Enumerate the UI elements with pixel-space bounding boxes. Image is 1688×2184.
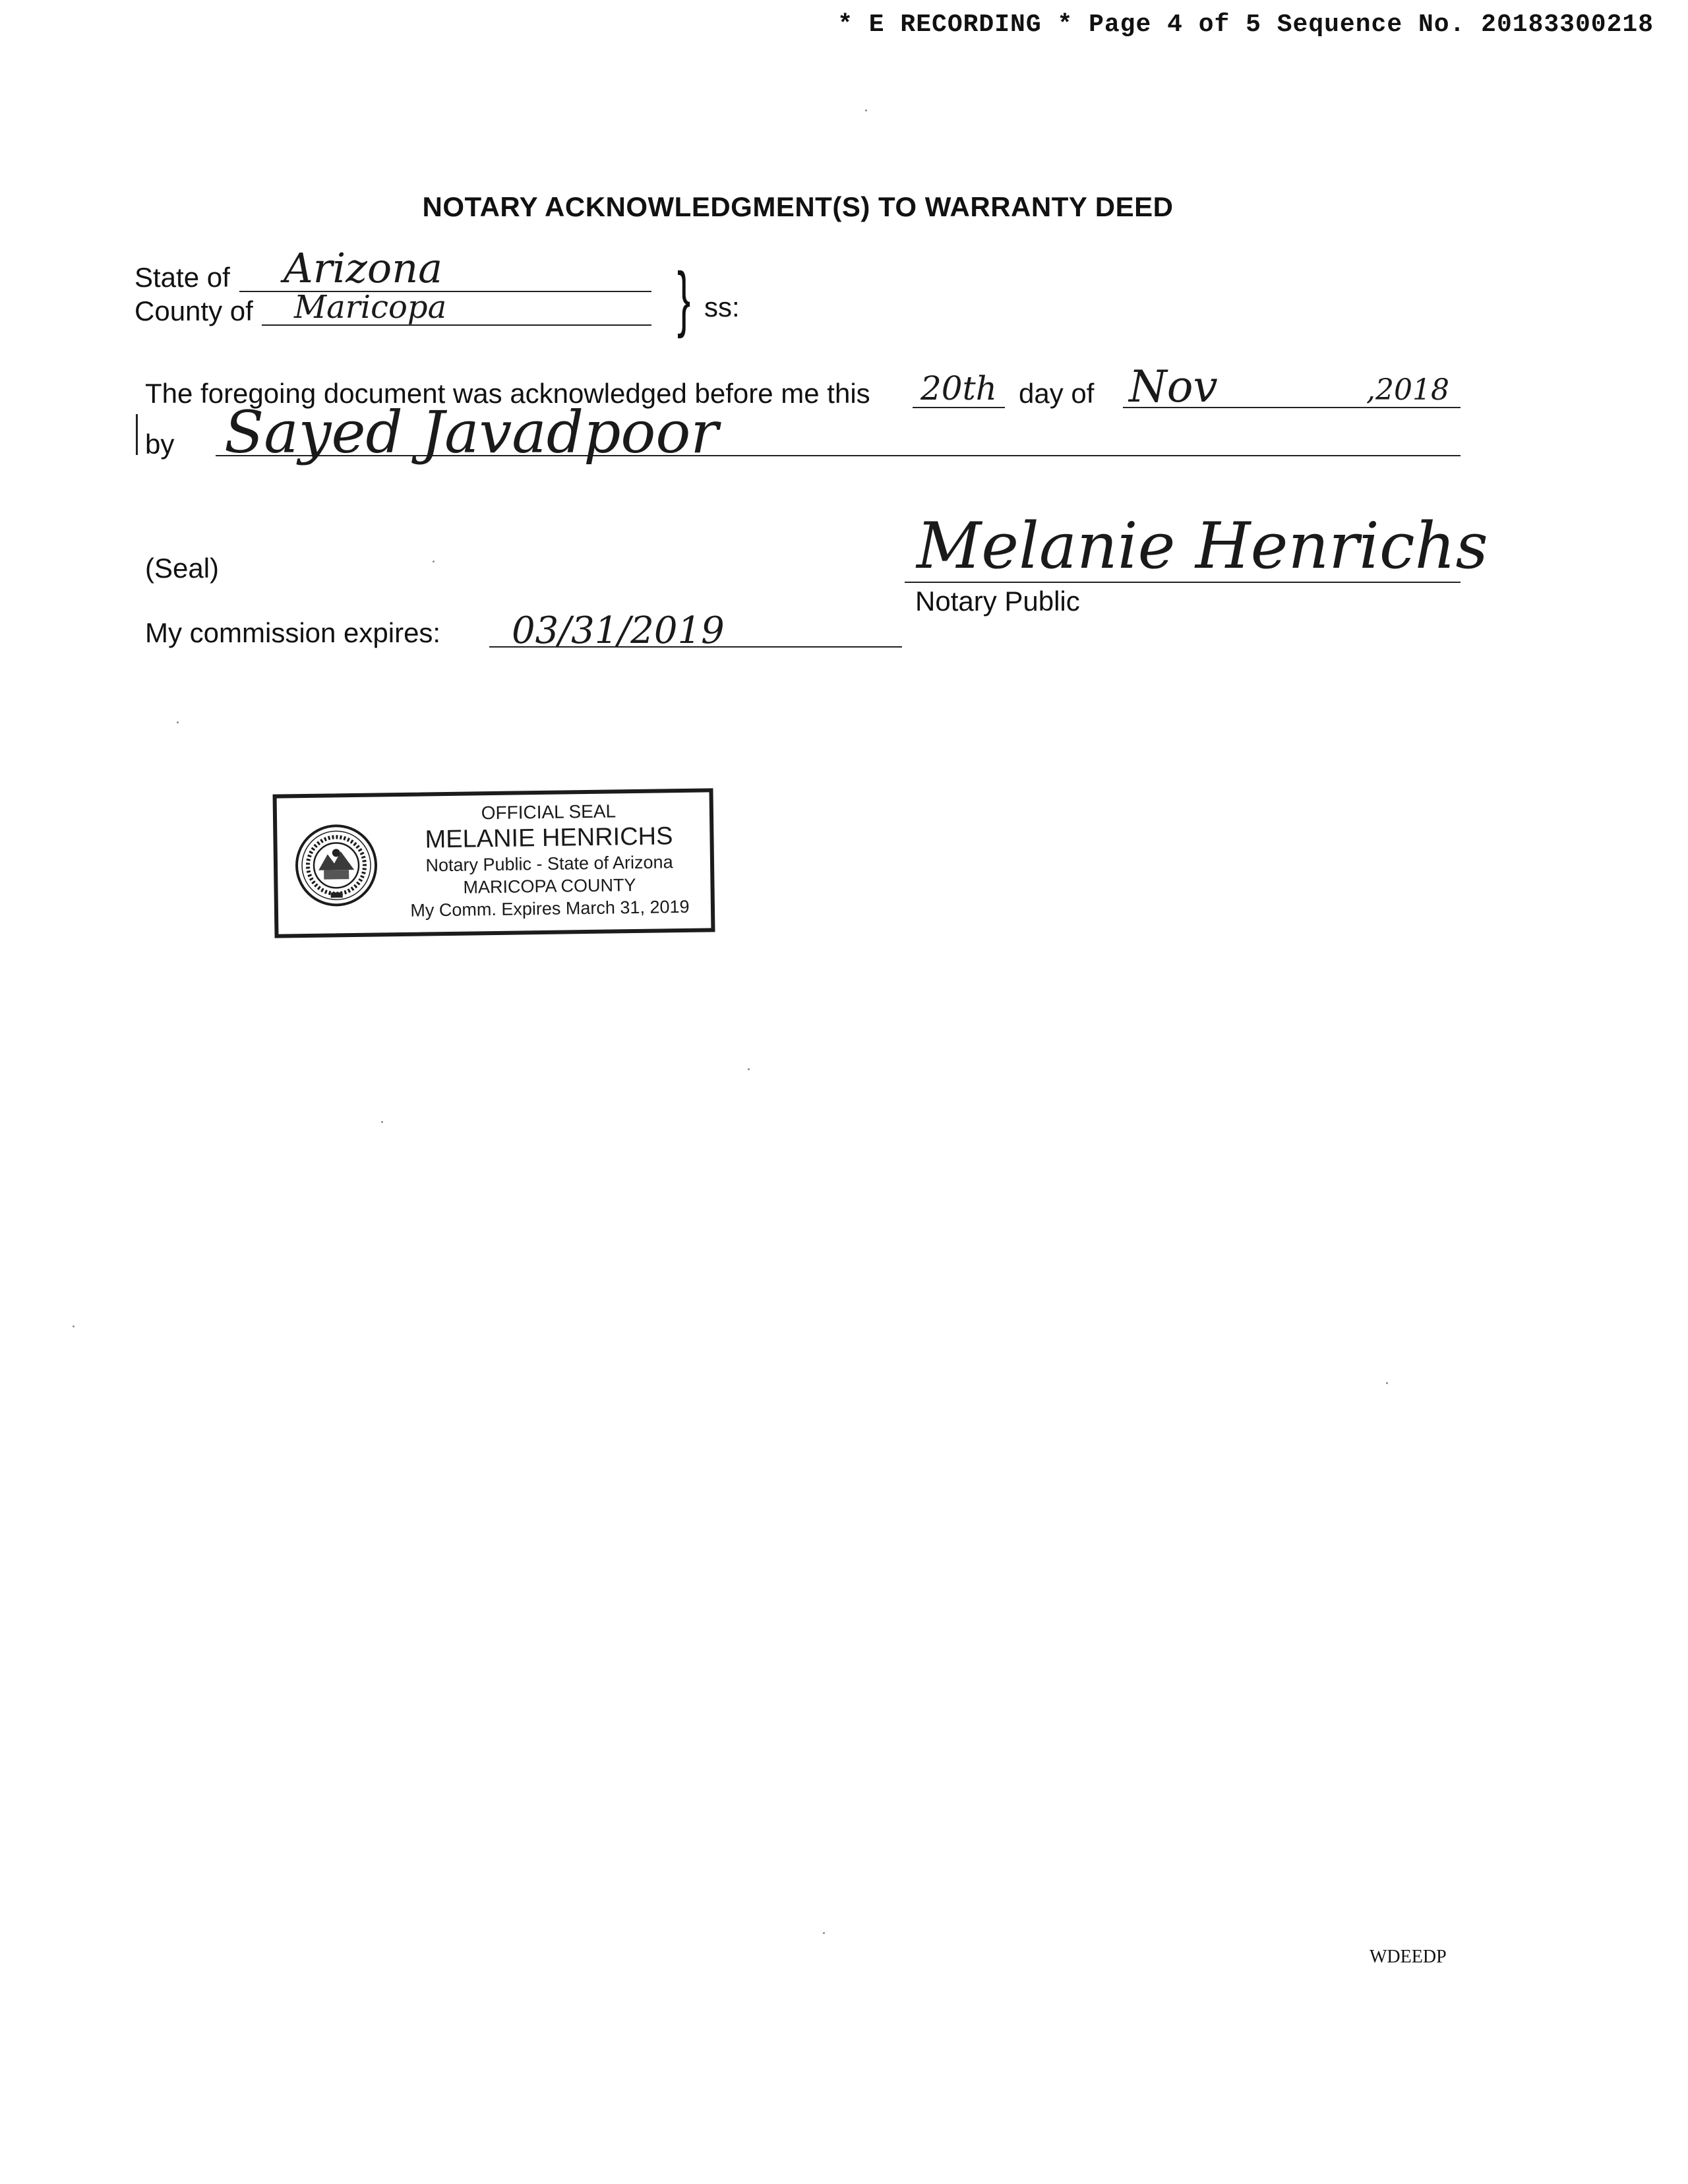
commission-label: My commission expires: [145, 617, 441, 648]
stamp-line-expiry: My Comm. Expires March 31, 2019 [410, 896, 690, 921]
ss-label: ss: [704, 291, 740, 322]
notary-signature: Melanie Henrichs [917, 509, 1488, 583]
scan-speck [177, 721, 179, 723]
scan-speck [748, 1068, 750, 1070]
stamp-line-official-seal: OFFICIAL SEAL [481, 801, 617, 824]
scan-speck [865, 109, 867, 111]
seal-label: (Seal) [145, 553, 220, 584]
day-value: 20th [920, 369, 997, 408]
state-value: Arizona [284, 244, 443, 292]
month-value: Nov [1129, 361, 1218, 412]
commission-value: 03/31/2019 [512, 609, 725, 652]
scan-speck [73, 1325, 75, 1327]
arizona-state-seal-icon [294, 823, 378, 907]
ack-sentence: The foregoing document was acknowledged before me this [145, 378, 870, 409]
scan-speck [381, 1121, 383, 1123]
stamp-line-county: MARICOPA COUNTY [463, 874, 636, 897]
scan-speck [823, 1932, 825, 1934]
year-value: ,2018 [1366, 373, 1449, 407]
county-value: Maricopa [294, 289, 447, 326]
state-label: State of [135, 262, 230, 293]
recording-header: * E RECORDING * Page 4 of 5 Sequence No. 20183300218 [837, 11, 1654, 39]
document-title: NOTARY ACKNOWLEDGMENT(S) TO WARRANTY DEED [422, 191, 1174, 222]
scan-speck [433, 561, 435, 562]
stamp-line-state: Notary Public - State of Arizona [425, 852, 673, 876]
scan-speck [1386, 1382, 1388, 1384]
brace: } [677, 258, 691, 339]
county-label: County of [135, 295, 253, 326]
notary-public-label: Notary Public [915, 586, 1080, 617]
margin-mark [136, 414, 138, 455]
stamp-line-notary-name: MELANIE HENRICHS [425, 822, 673, 854]
form-code: WDEEDP [1370, 1947, 1447, 1967]
by-value: Sayed Javadpoor [224, 398, 719, 466]
official-notary-stamp [273, 788, 715, 938]
day-of-label: day of [1019, 378, 1095, 409]
by-label: by [145, 429, 175, 460]
